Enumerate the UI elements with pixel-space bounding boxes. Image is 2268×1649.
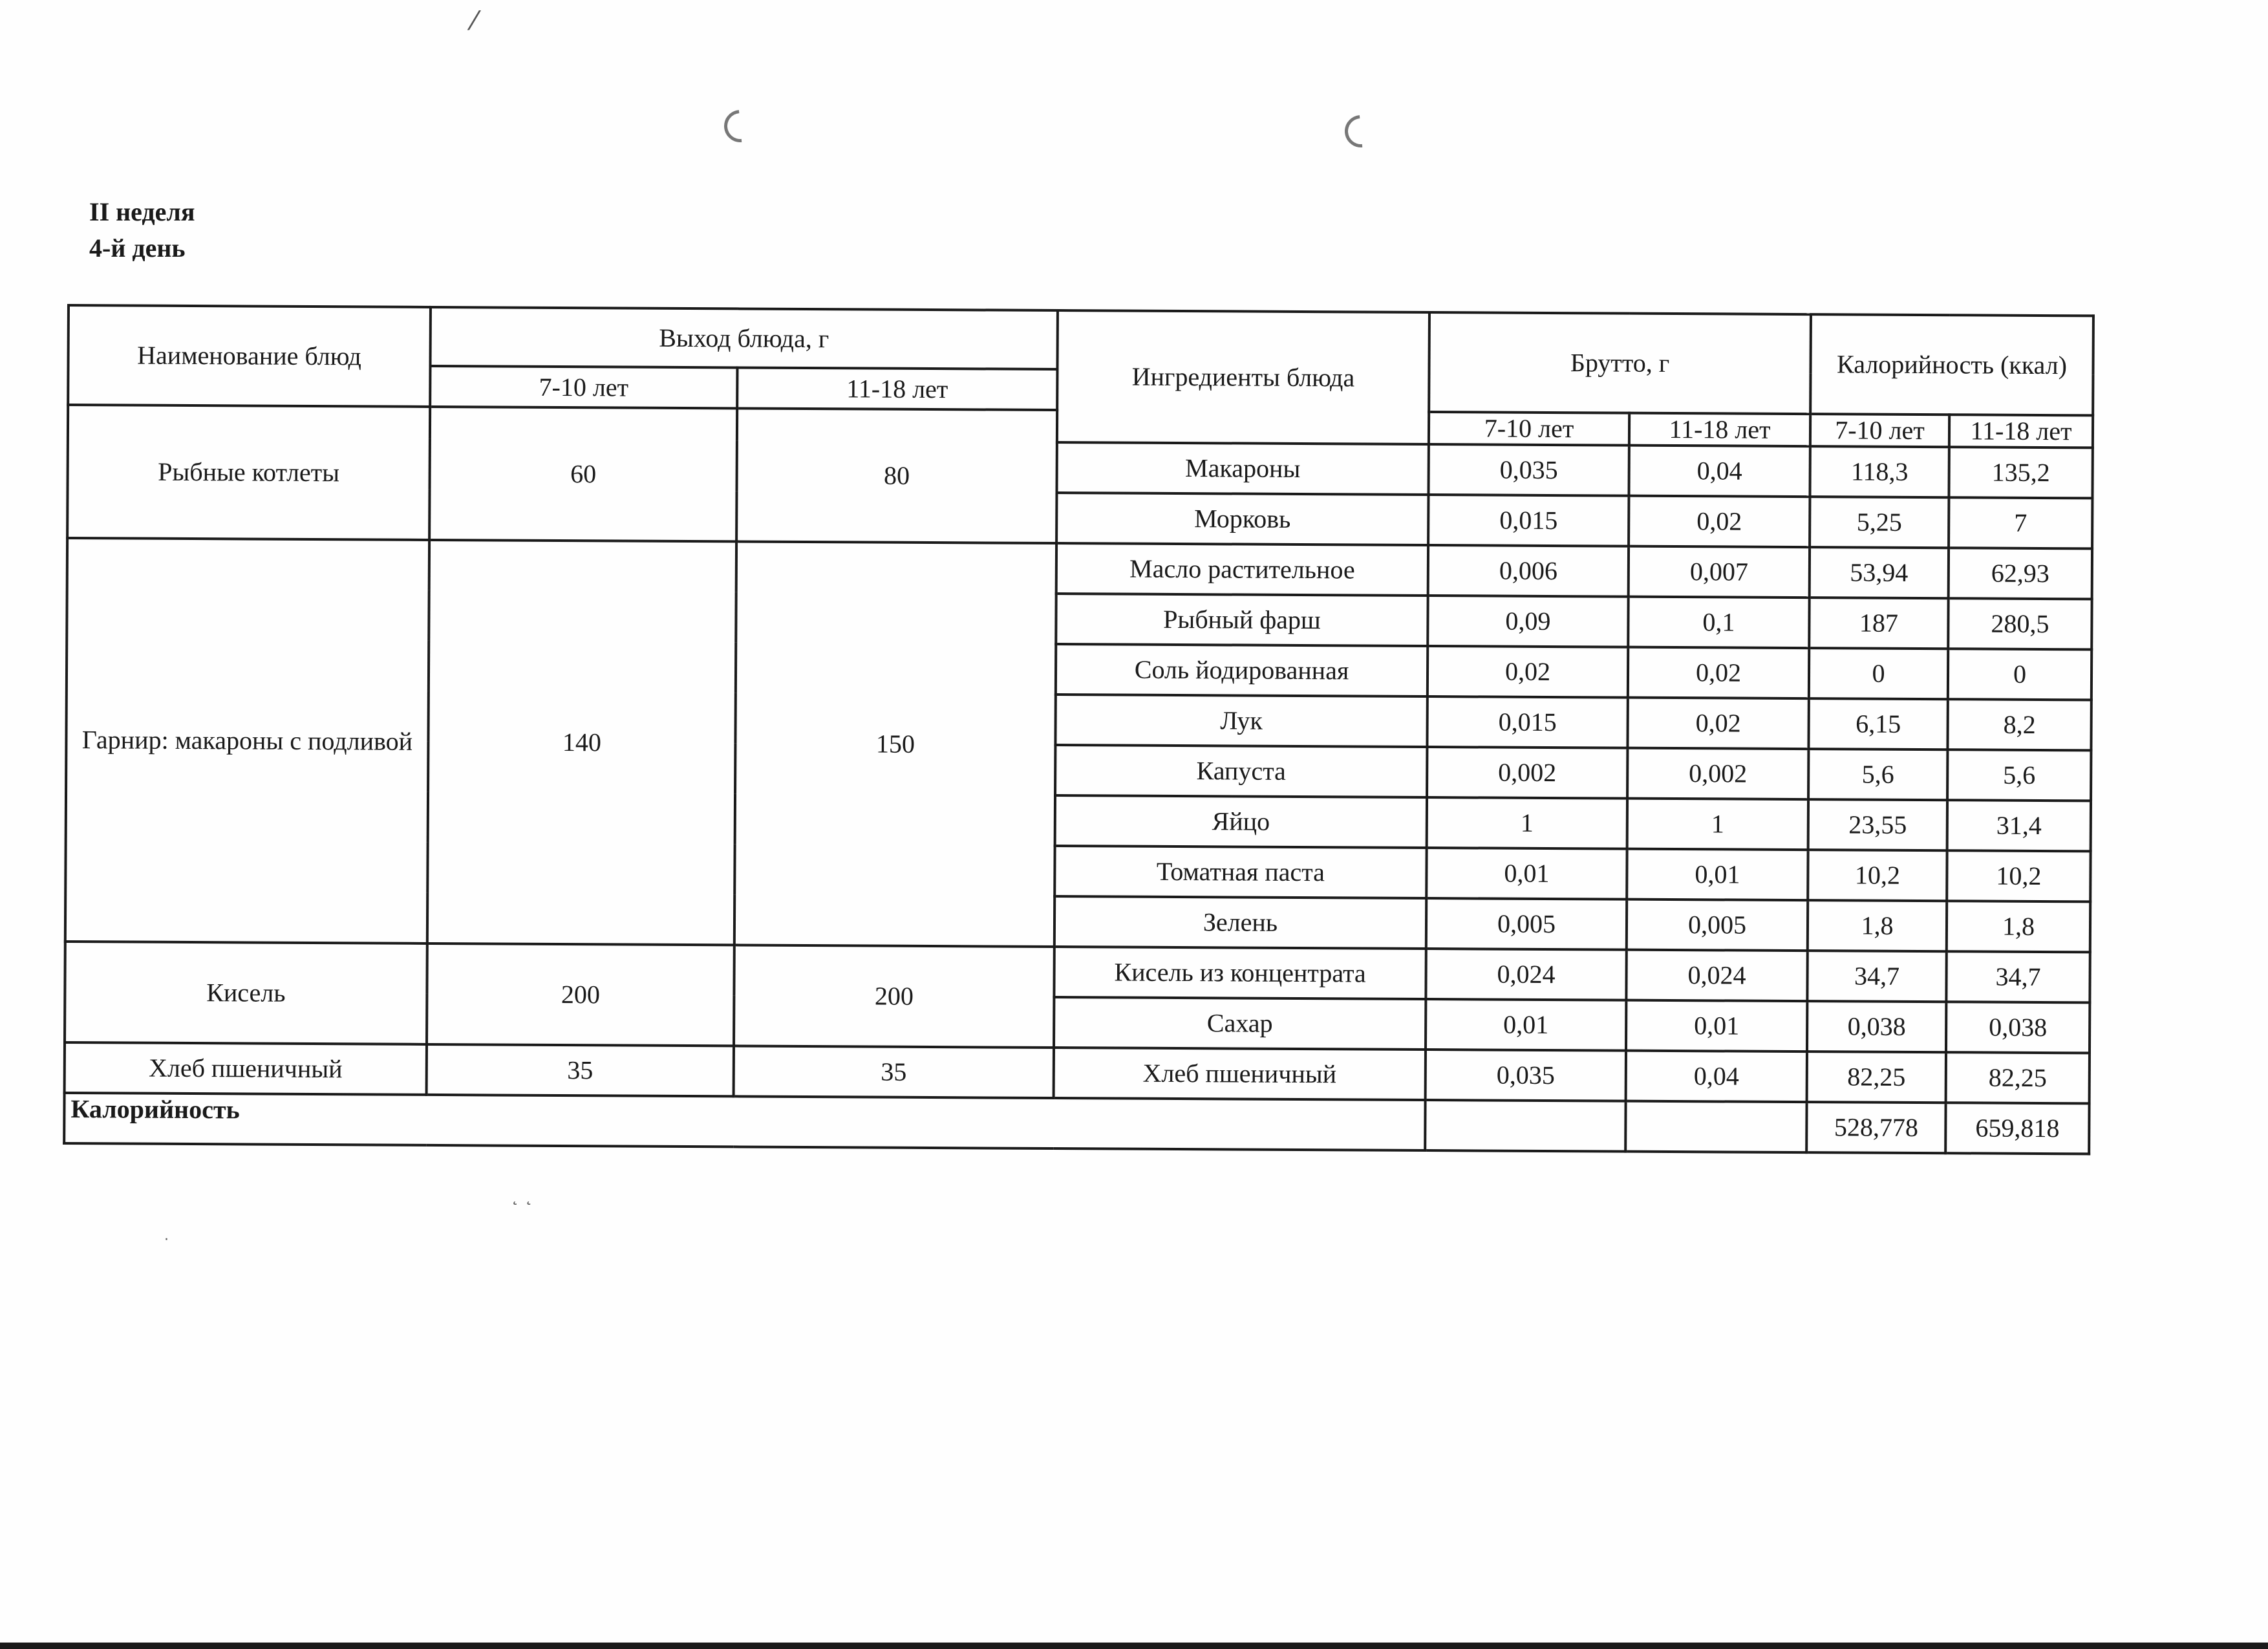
total-kcal-11-18: 659,818 — [1945, 1103, 2089, 1154]
ingredient-name: Томатная паста — [1054, 846, 1426, 898]
ingredient-kcal-11-18: 10,2 — [1947, 850, 2090, 901]
header-yield-11-18: 11-18 лет — [737, 367, 1057, 410]
menu-table — [63, 304, 2095, 1155]
ingredient-brutto-11-18: 0,02 — [1627, 698, 1808, 749]
dish-yield-11-18: 35 — [734, 1046, 1054, 1098]
ingredient-brutto-11-18: 0,04 — [1626, 1051, 1807, 1102]
ingredient-kcal-7-10: 5,25 — [1810, 497, 1949, 548]
ingredient-kcal-7-10: 0 — [1809, 648, 1948, 699]
ingredient-kcal-7-10: 10,2 — [1808, 850, 1947, 901]
day-label: 4-й день — [89, 233, 186, 263]
table-row — [67, 538, 2092, 599]
header-row — [69, 305, 2093, 374]
ingredient-brutto-7-10: 0,002 — [1427, 747, 1627, 799]
header-brutto: Брутто, г — [1429, 312, 1811, 414]
ingredient-brutto-11-18: 0,04 — [1629, 446, 1810, 497]
week-label: II неделя — [89, 197, 195, 226]
dish-yield-7-10: 35 — [427, 1044, 734, 1096]
ingredient-name: Капуста — [1055, 745, 1427, 797]
ingredient-brutto-11-18: 0,01 — [1627, 849, 1808, 900]
ingredient-kcal-11-18: 135,2 — [1949, 447, 2092, 498]
ingredient-brutto-7-10: 0,005 — [1426, 898, 1627, 950]
punch-hole-mark — [718, 103, 763, 149]
header-ingredients: Ингредиенты блюда — [1057, 310, 1429, 444]
dish-yield-11-18: 200 — [734, 945, 1054, 1048]
ingredient-kcal-7-10: 187 — [1809, 598, 1948, 649]
ingredient-brutto-7-10: 0,02 — [1428, 646, 1628, 698]
ingredient-name: Зелень — [1054, 896, 1426, 949]
ingredient-brutto-7-10: 0,01 — [1426, 848, 1627, 900]
ingredient-kcal-11-18: 0 — [1948, 649, 2091, 700]
ingredient-brutto-7-10: 1 — [1427, 797, 1627, 849]
ingredient-kcal-7-10: 23,55 — [1808, 799, 1947, 850]
dish-yield-7-10: 60 — [429, 407, 737, 541]
ingredient-brutto-11-18: 0,1 — [1628, 597, 1809, 648]
ingredient-brutto-7-10: 0,015 — [1427, 696, 1627, 748]
dish-name: Рыбные котлеты — [67, 405, 430, 540]
ingredient-brutto-11-18: 0,002 — [1627, 748, 1808, 799]
page-heading — [89, 194, 195, 266]
ingredient-brutto-11-18: 0,02 — [1629, 496, 1810, 547]
ingredient-brutto-11-18: 1 — [1627, 799, 1808, 850]
ingredient-kcal-11-18: 0,038 — [1946, 1002, 2090, 1053]
punch-hole-mark — [1338, 109, 1384, 154]
ingredient-kcal-7-10: 118,3 — [1810, 446, 1949, 497]
header-calories: Калорийность (ккал) — [1810, 314, 2093, 415]
total-brutto-11-18 — [1625, 1101, 1806, 1152]
dish-yield-11-18: 80 — [736, 408, 1057, 543]
ingredient-brutto-7-10: 0,006 — [1428, 545, 1629, 597]
ingredient-name: Соль йодированная — [1056, 644, 1428, 696]
scan-bottom-edge — [0, 1643, 2268, 1649]
dish-name: Гарнир: макароны с подливой — [65, 538, 429, 943]
ingredient-kcal-7-10: 6,15 — [1808, 698, 1947, 749]
ingredient-kcal-11-18: 62,93 — [1949, 548, 2092, 599]
ingredient-brutto-11-18: 0,007 — [1629, 546, 1810, 598]
ingredient-brutto-7-10: 0,09 — [1428, 596, 1628, 647]
ingredient-name: Масло растительное — [1056, 543, 1428, 596]
ingredient-name: Хлеб пшеничный — [1054, 1048, 1426, 1100]
ingredient-kcal-11-18: 34,7 — [1946, 951, 2090, 1002]
ingredient-name: Кисель из концентрата — [1054, 947, 1426, 999]
total-brutto-7-10 — [1425, 1100, 1625, 1152]
dish-yield-7-10: 140 — [427, 540, 736, 945]
ingredient-brutto-7-10: 0,01 — [1426, 999, 1626, 1051]
ingredient-kcal-7-10: 34,7 — [1807, 951, 1946, 1002]
ingredient-name: Макароны — [1057, 442, 1429, 495]
ingredient-kcal-11-18: 8,2 — [1947, 699, 2091, 750]
ingredient-brutto-11-18: 0,005 — [1627, 900, 1808, 951]
ingredient-brutto-7-10: 0,024 — [1426, 949, 1626, 1000]
total-row — [64, 1093, 2089, 1154]
ingredient-kcal-11-18: 280,5 — [1948, 598, 2091, 649]
ingredient-brutto-11-18: 0,01 — [1626, 1000, 1807, 1051]
total-label: Калорийность — [64, 1093, 1425, 1150]
ingredient-brutto-11-18: 0,024 — [1626, 950, 1807, 1001]
header-yield-7-10: 7-10 лет — [430, 366, 737, 408]
ingredient-kcal-11-18: 7 — [1949, 497, 2092, 548]
header-yield: Выход блюда, г — [431, 307, 1058, 369]
header-brutto-7-10: 7-10 лет — [1429, 412, 1629, 446]
header-dish-name: Наименование блюд — [68, 305, 431, 407]
ingredient-kcal-11-18: 5,6 — [1947, 749, 2091, 801]
ingredient-name: Сахар — [1054, 997, 1426, 1050]
header-kcal-11-18: 11-18 лет — [1949, 415, 2093, 447]
dish-yield-7-10: 200 — [427, 943, 734, 1046]
ingredient-name: Яйцо — [1055, 795, 1427, 848]
ingredient-name: Рыбный фарш — [1056, 594, 1428, 646]
ingredient-brutto-11-18: 0,02 — [1628, 647, 1809, 698]
ingredient-name: Морковь — [1056, 493, 1428, 545]
ingredient-brutto-7-10: 0,015 — [1428, 495, 1629, 546]
header-kcal-7-10: 7-10 лет — [1810, 414, 1949, 447]
ingredient-brutto-7-10: 0,035 — [1428, 444, 1629, 496]
scan-speck: ⁄ — [472, 6, 476, 36]
scan-speck: · — [164, 1232, 169, 1248]
table-row — [65, 942, 2090, 1002]
dish-yield-11-18: 150 — [734, 541, 1056, 947]
ingredient-brutto-7-10: 0,035 — [1426, 1050, 1626, 1101]
ingredient-kcal-7-10: 0,038 — [1807, 1001, 1946, 1052]
dish-name: Хлеб пшеничный — [65, 1042, 427, 1095]
total-kcal-7-10: 528,778 — [1806, 1102, 1945, 1153]
header-brutto-11-18: 11-18 лет — [1629, 413, 1810, 446]
ingredient-kcal-11-18: 31,4 — [1947, 800, 2091, 851]
ingredient-kcal-7-10: 82,25 — [1807, 1051, 1946, 1103]
ingredient-kcal-7-10: 53,94 — [1810, 547, 1949, 598]
ingredient-kcal-11-18: 82,25 — [1946, 1052, 2090, 1103]
ingredient-kcal-7-10: 1,8 — [1808, 900, 1947, 951]
ingredient-kcal-7-10: 5,6 — [1808, 749, 1947, 800]
ingredient-name: Лук — [1055, 695, 1427, 747]
dish-name: Кисель — [65, 942, 427, 1044]
scan-speck: ˛ ˛ — [511, 1187, 533, 1206]
ingredient-kcal-11-18: 1,8 — [1947, 901, 2090, 952]
